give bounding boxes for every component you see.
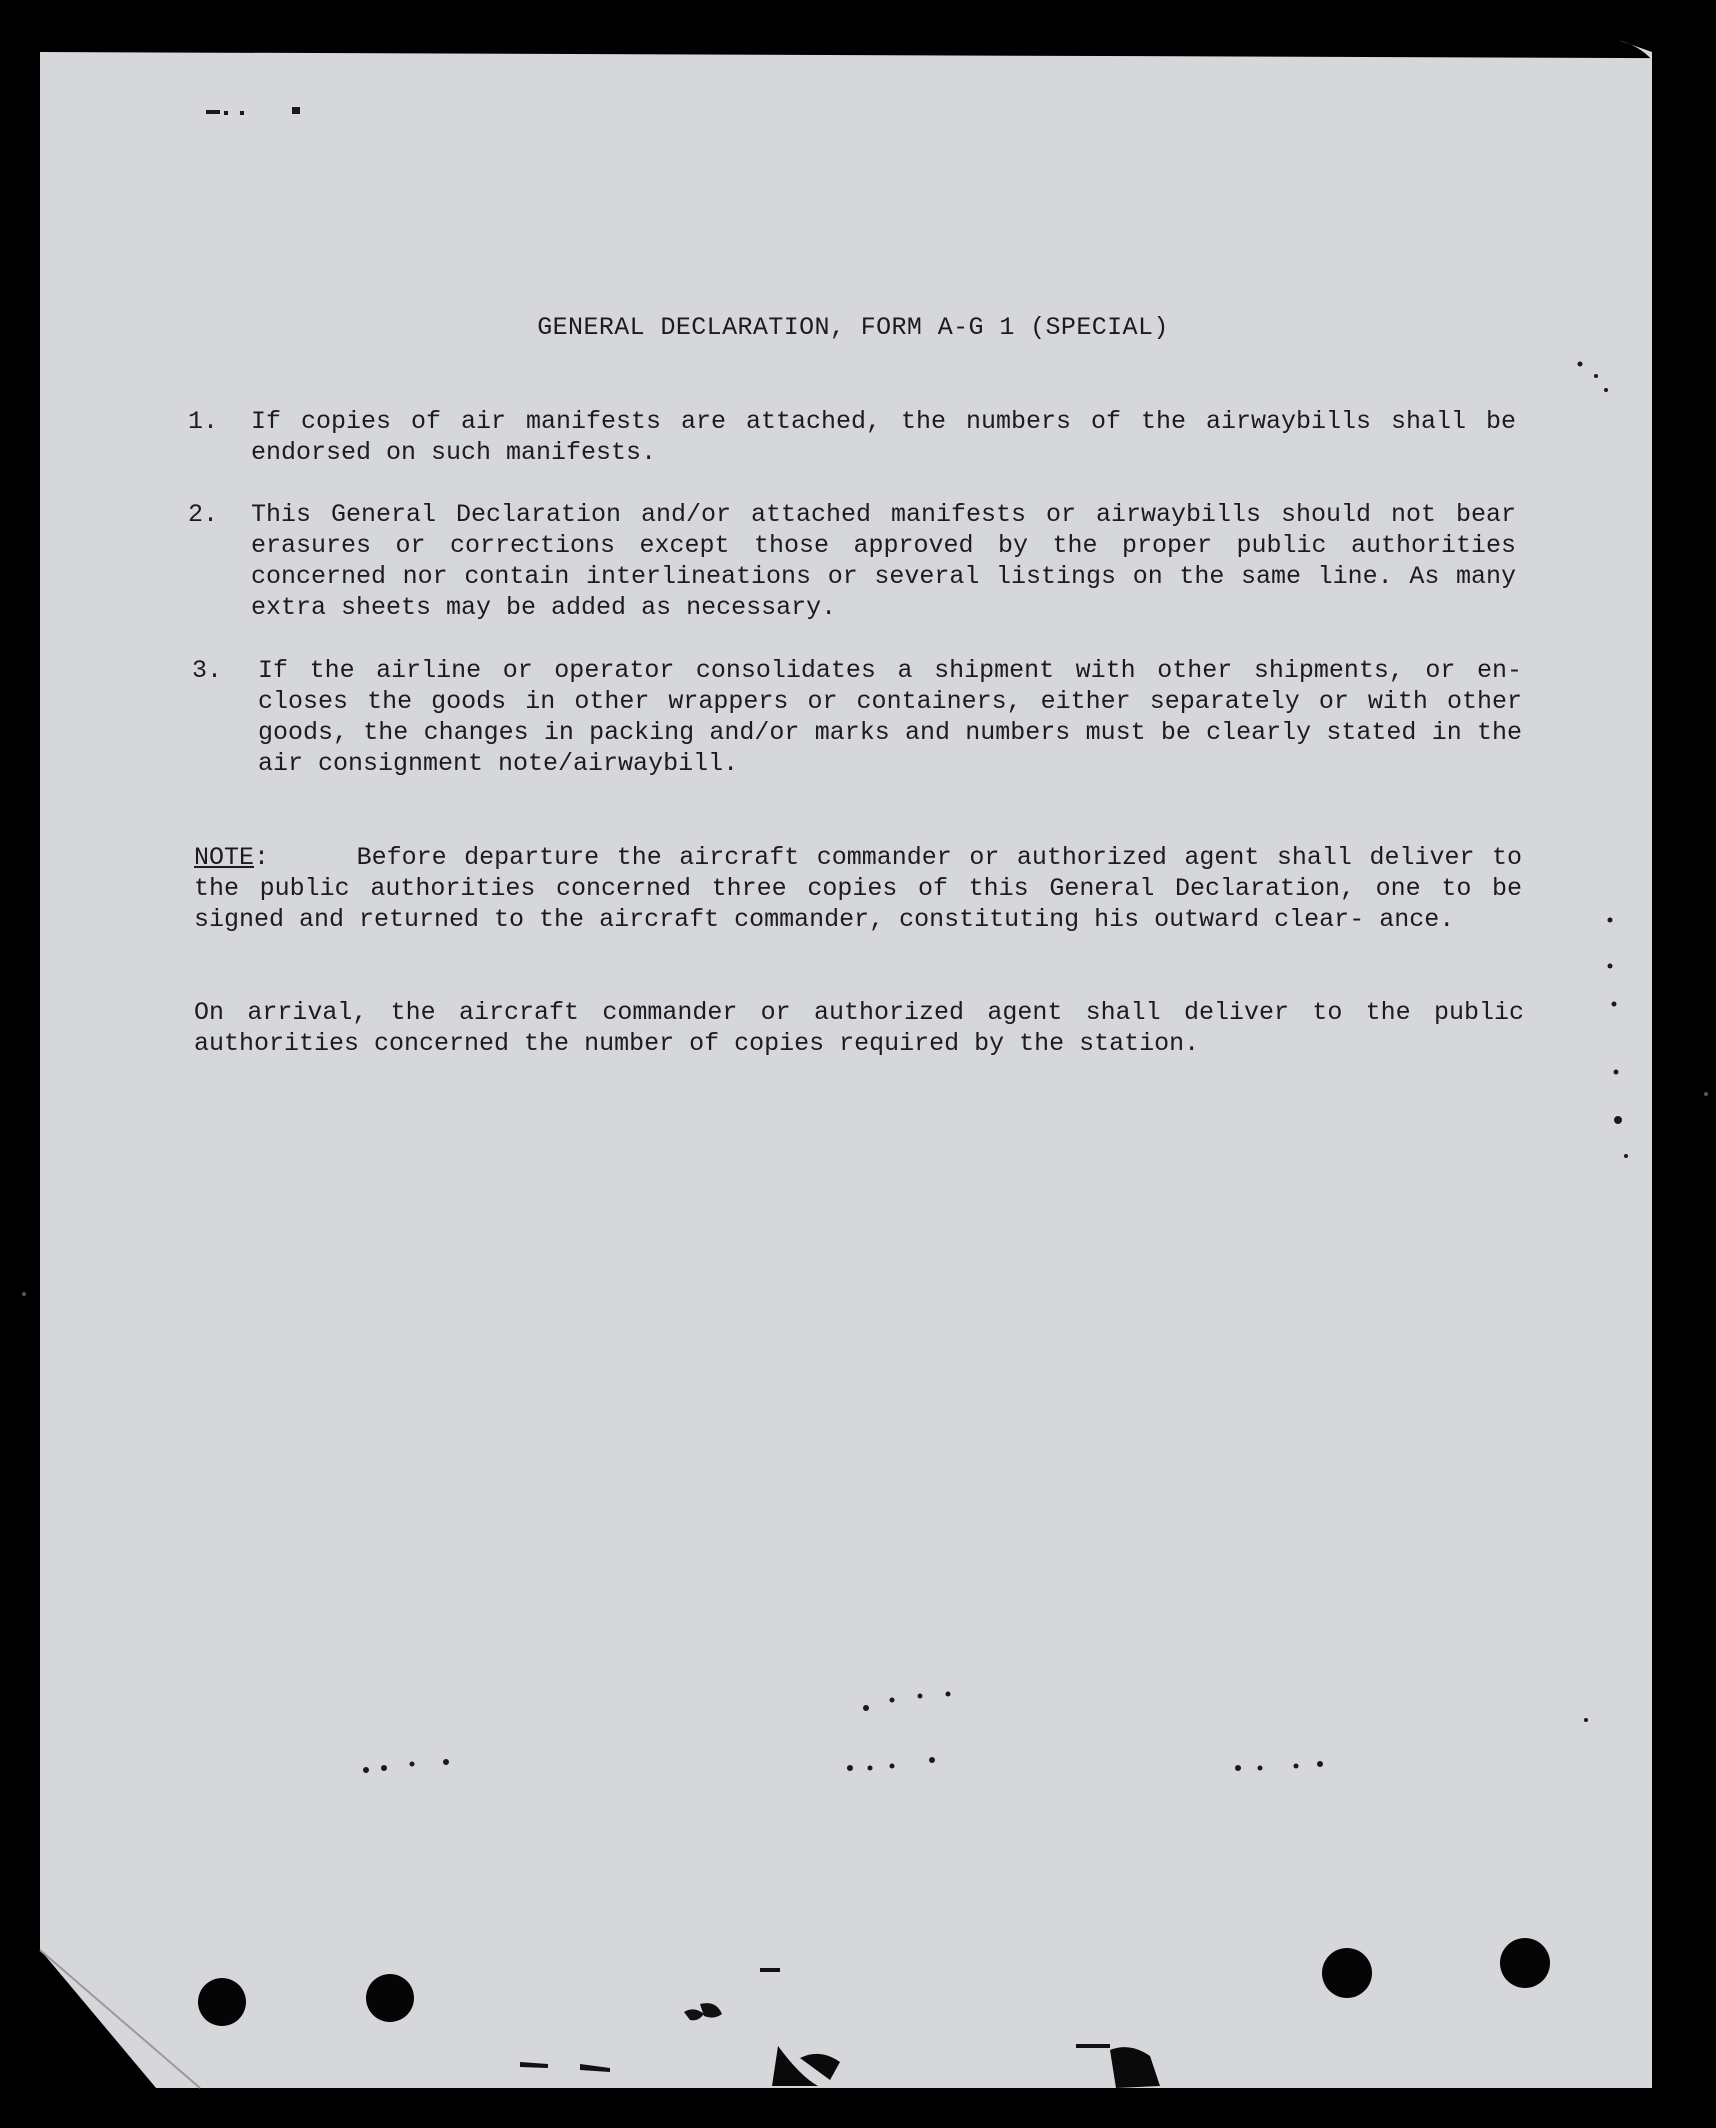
- ink-smudge: [684, 2009, 704, 2020]
- ink-smudge: [800, 2054, 840, 2080]
- note-paragraph: NOTE: Before departure the aircraft commander or authorized agent shall deliver to the public authorities concerned three copies of this General Declaration, one to be signed and returned to the aircraft commander, constituting his outward clear- ance.: [194, 843, 1522, 934]
- fold-line: [40, 1950, 200, 2088]
- mark-dot: [292, 107, 300, 114]
- punch-hole: [1500, 1938, 1550, 1988]
- ink-dash: [580, 2064, 610, 2072]
- torn-corner: [1618, 40, 1652, 60]
- mark-dot: [240, 111, 244, 115]
- item-text: If copies of air manifests are attached, the numbers of the airwaybills shall be endorsed on such manifests.: [251, 407, 1516, 467]
- item-number: 2.: [188, 500, 219, 529]
- ink-dash: [520, 2062, 548, 2068]
- ink-smudge: [700, 2003, 722, 2017]
- ink-dash: [1076, 2044, 1110, 2048]
- item-text: If the airline or operator consolidates a shipment with other shipments, or en- closes the goods in other wrappers or containers, either separately or with other goods, the changes in packing and/or marks and numbers must be clearly stated in the air consignment note/airwaybill.: [258, 656, 1522, 778]
- punch-hole: [198, 1978, 246, 2026]
- document-title: GENERAL DECLARATION, FORM A-G 1 (SPECIAL): [537, 313, 1169, 342]
- item-number: 1.: [188, 407, 219, 436]
- punch-hole: [366, 1974, 414, 2022]
- mark-dot: [224, 111, 228, 115]
- punch-hole: [1322, 1948, 1372, 1998]
- note-label: NOTE: [194, 843, 255, 872]
- ink-smudge: [1110, 2047, 1160, 2088]
- arrival-paragraph: On arrival, the aircraft commander or authorized agent shall deliver to the public authorities concerned the number of copies required by the station.: [194, 998, 1524, 1058]
- item-text: This General Declaration and/or attached manifests or airwaybills should not bear erasures or corrections except those approved by the proper public authorities concerned nor contain interlineations or several listings on the same line. As many extra sheets may be added as necessary.: [251, 500, 1516, 622]
- ink-dash: [760, 1968, 780, 1972]
- mark-dash: [206, 110, 220, 114]
- note-text: Before departure the aircraft commander or authorized agent shall deliver to the public authorities concerned three copies of this General Declaration, one to be signed and returned to the aircraft commander, constituting his outward clear- ance.: [194, 843, 1522, 934]
- item-number: 3.: [192, 656, 223, 685]
